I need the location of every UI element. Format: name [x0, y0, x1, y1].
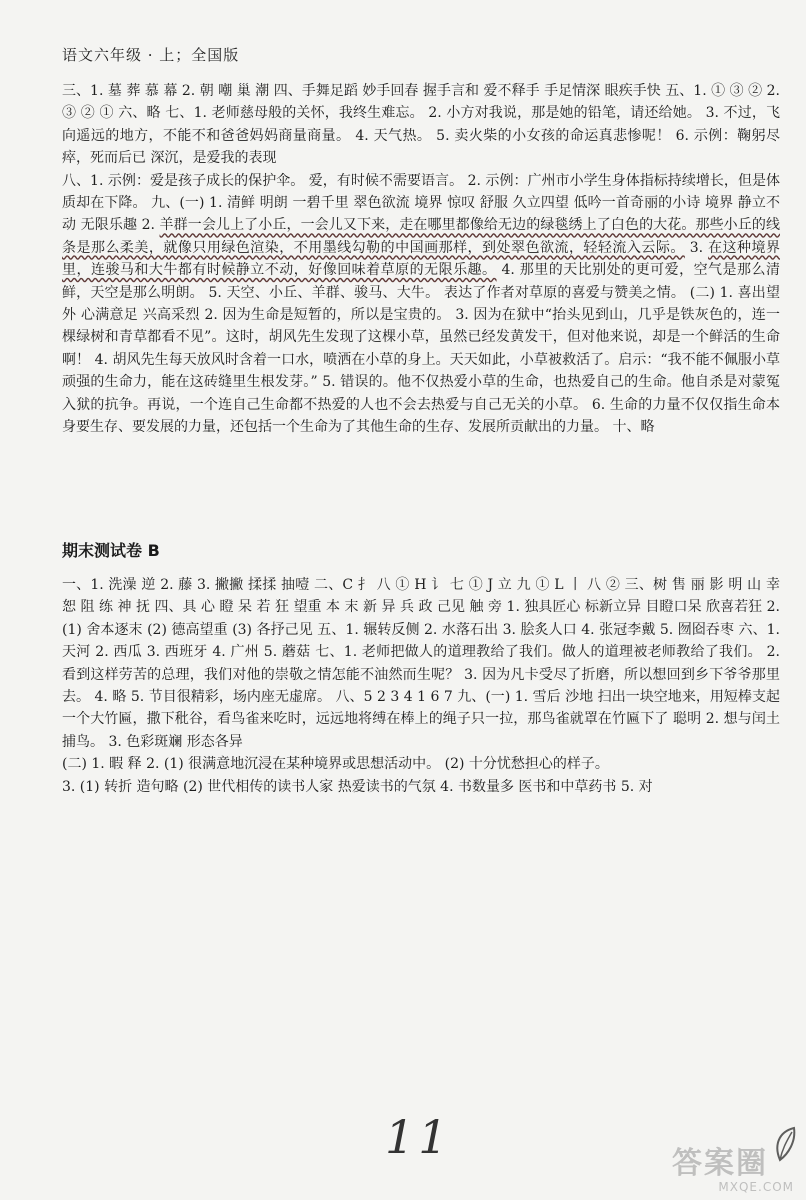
answer-text: 4. 那里的天比别处的更可爱，空气是那么清鲜，天空是那么明朗。 5. 天空、小丘、羊群、骏马、大牛。 表达了作者对草原的喜爱与赞美之情。 (二) 1. 喜出望外 心满意足 兴高采烈 2. 因为生命是短暂的，所以是宝贵的。 3. 因为在狱中“抬头见到山，几乎是铁灰色的，连一棵绿树和青草都看不见”。这时，胡风先生发现了这棵小草，虽然已经发黄发干，但对他来说，却是一个鲜活的生命啊！ 4. 胡风先生每天放风时含着一口水，喷洒在小草的身上。天天如此，小草被救活了。启示：“我不能不佩服小草顽强的生命力，能在这砖缝里生根发芽。” 5. 错误的。他不仅热爱小草的生命，也热爱自己的生命。他自杀是对蒙冤入狱的抗争。再说，一个连自己生命都不热爱的人也不会去热爱与自己无关的小草。 6. 生命的力量不仅仅指生命本身要生存、要发展的力量，还包括一个生命为了其他生命的生存、发展所贡献出的力量。 十、略 [62, 262, 780, 436]
watermark-text: 答案圈 [672, 1146, 768, 1181]
answer-paragraph: 三、1. 墓 葬 慕 幕 2. 朝 嘲 巢 潮 四、手舞足蹈 妙手回春 握手言和 爱不释手 手足情深 眼疾手快 五、1. ① ③ ② 2. ③ ② ① 六、略 七、1. 老师慈母般的关怀，我终生难忘。 2. 小方对我说，那是她的铅笔，请还给她。 3. 不过，飞向遥远的地方，不能不和爸爸妈妈商量商量。 4. 天气热。 5. 卖火柴的小女孩的命运真悲惨呢！ 6. 示例：鞠躬尽瘁，死而后已 深沉，是爱我的表现 [62, 83, 780, 167]
page-number: 11 [385, 1110, 452, 1164]
answer-paragraph [62, 170, 780, 439]
watermark-url: MXQE.COM [718, 1180, 794, 1194]
answer-paragraph: (二) 1. 暇 释 2. (1) 很满意地沉浸在某种境界或思想活动中。 (2) 十分忧愁担心的样子。 [62, 756, 609, 773]
answers-part2 [62, 574, 780, 798]
answer-text: 八、1. 示例：爱是孩子成长的保护伞。 爱，有时候不需要语言。 2. 示例：广州市小学生身体指标持续增长，但是体质却在下降。 九、(一) 1. 清鲜 明朗 一碧千里 翠色欲流 境界 惊叹 舒服 久立四望 低吟一首奇丽的小诗 境界 静立不动 无限乐趣 2. [62, 172, 780, 234]
underlined-answer: 羊群一会儿上了小丘，一会儿又下来，走在哪里都像给无边的绿毯绣上了白色的大花。那些小丘的线条是那么柔美，就像只用绿色渲染，不用墨线勾勒的中国画那样，到处翠色欲流，轻轻流入云际。 [62, 217, 780, 256]
leaf-icon [770, 1124, 798, 1164]
section-title: 期末测试卷 B [62, 541, 160, 560]
answers-part1 [62, 80, 780, 439]
answer-paragraph: 3. (1) 转折 造句略 (2) 世代相传的读书人家 热爱读书的气氛 4. 书数量多 医书和中草药书 5. 对 [62, 778, 653, 795]
underlined-answer: 在这种境界里，连骏马和大牛都有时候静立不动，好像回味着草原的无限乐趣。 [62, 239, 780, 279]
watermark-logo [638, 1124, 798, 1194]
answer-text: 3. [684, 239, 709, 256]
answer-paragraph: 一、1. 洗澡 逆 2. 藤 3. 撇撇 揉揉 抽噎 二、C 扌 八 ① H 讠 七 ① J 立 九 ① L 丨 八 ② 三、树 售 丽 影 明 山 幸 恕 阻 练 神 抚 四、具 心 瞪 呆 若 狂 望重 本 末 新 异 兵 政 己见 触 旁 1. 独具匠心 标新立异 目瞪口呆 欣喜若狂 2. (1) 舍本逐末 (2) 德高望重 (3) 各抒己见 五、1. 辗转反侧 2. 水落石出 3. 脍炙人口 4. 张冠李戴 5. 囫囵吞枣 六、1. 天河 2. 西瓜 3. 西班牙 4. 广州 5. 蘑菇 七、1. 老师把做人的道理教给了我们。做人的道理被老师教给了我们。 2. 看到这样劳苦的总理，我们对他的崇敬之情怎能不油然而生呢？ 3. 因为凡卡受尽了折磨，所以想回到乡下爷爷那里去。 4. 略 5. 节目很精彩，场内座无虚席。 八、5 2 3 4 1 6 7 九、(一) 1. 雪后 沙地 扫出一块空地来，用短棒支起一个大竹匾，撒下秕谷，看鸟雀来吃时，远远地将缚在棒上的绳子只一拉，那鸟雀就罩在竹匾下了 聪明 2. 想与闰土捕鸟。 3. 色彩斑斓 形态各异 [62, 577, 780, 750]
page-header: 语文六年级 · 上；全国版 [62, 46, 240, 64]
